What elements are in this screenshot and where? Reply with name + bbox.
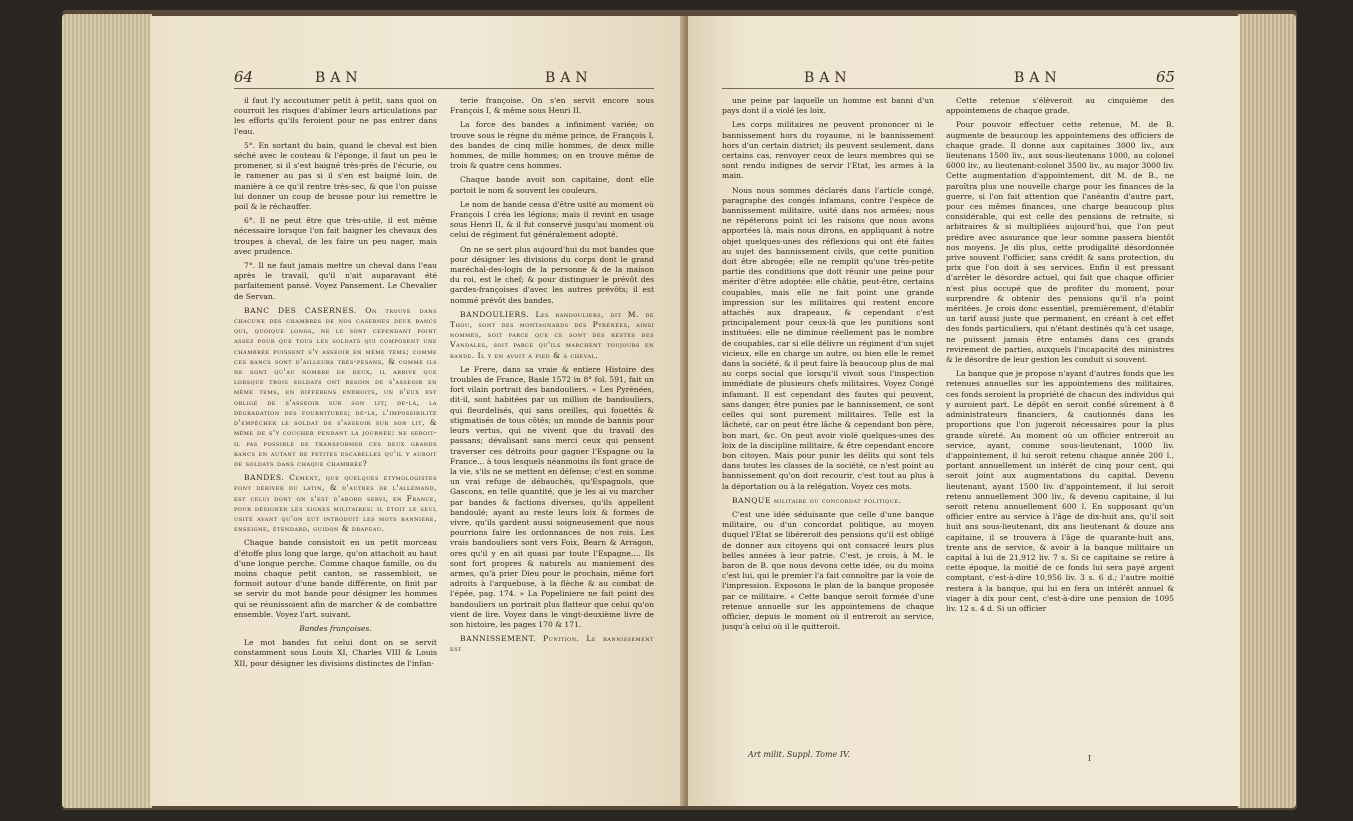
paragraph: Le Frere, dans sa vraie & entiere Histoire des troubles de France, Basle 1572 in 8° fol. 591, fait un fort vilain portrait des bandouliers. « Les Pyrénées, dit-il, sont habitées par un million de bandouliers, qui fleurdelisés, qui sans oreilles, qui fouettés & stigmatisés de tous côtés; un monde de bannis pour leurs vertus, qui ne vivent que du travail des passans; dévalisant sans merci ceux qui pensent traverser ces détroits pour gagner l'Espagne ou la France... à tous lesquels néanmoins ils font grace de la vie, s'ils ne se mettent en défense; c'est en somme un vrai refuge de débauchés, qu'Espagnols, que Gascons, en telle quantité, que je les ai vu marcher par bandes & factions diverses, qu'ils appellent bandoulé; ayant au reste leurs loix & formes de vivre, qu'ils gardent aussi soigneusement que nous pourrions faire les ordonnances de nos rois. Les vrais bandouliers sont vers Foix, Bearn & Arragon, ores qu'il y en ait quasi par toute l'Espagne.... Ils sont fort propres & naturels au maniement des armes, qu'à prier Dieu pour le prochain, même fort adroits à l'arquebuse, à la flèche & au combat de l'épée, pag. 174. » La Popeliniere ne fait point des bandouliers un portrait plus flatteur que celui qu'on vient de lire. Voyez dans le vingt-deuxième livre de son histoire, les pages 170 & 171. <box>450 364 654 629</box>
paragraph: Les corps militaires ne peuvent prononcer ni le bannissement hors du royaume, ni le bannissement hors d'un certain district; ils peuvent seulement, dans certains cas, renvoyer ceux de leurs membres qui se sont rendu indignes de servir l'Etat, les armes à la main. <box>722 120 934 181</box>
paragraph: Chaque bande avoit son capitaine, dont elle portoit le nom & souvent les couleurs. <box>450 175 654 195</box>
paragraph: On ne se sert plus aujourd'hui du mot bandes que pour désigner les divisions du corps dont le grand maréchal-des-logis de la personne & de la maison du roi, est le chef; & pour distinguer le prévôt des gardes-françoises d'avec les autres prévôts; il est nommé prévôt des bandes. <box>450 244 654 305</box>
paragraph: Cette retenue s'élèveroit au cinquième des appointemens de chaque grade. <box>946 96 1174 116</box>
left-page-edges <box>62 14 152 808</box>
paragraph: Le mot bandes fut celui dont on se servit constamment sous Louis XI, Charles VIII & Louis XII, pour désigner les divisions distinctes de l'infan- <box>234 638 437 668</box>
paragraph: BANDOULIERS. Les bandouliers, dit M. de Thou, sont des montagnards des Pyrénées, ainsi nommés, soit parce que ce sont des restes des Vandales, soit parce qu'ils marchent toujours en bande. Il y en avoit à pied & à cheval. <box>450 309 654 360</box>
right-column-2 <box>946 96 1174 756</box>
paragraph: La banque que je propose n'ayant d'autres fonds que les retenues annuelles sur les appointemens des militaires, ces fonds seroient la propriété de chacun des individus qui y auroient part. Le dépôt en seroit confié sûrement à 8 administrateurs financiers, & cautionnés dans les proportions que l'on jugeroit nécessaires pour la plus grande sûreté. Au moment où un officier entreroit au service, ayant, comme sous-lieutenant, 1000 liv. d'appointement, il lui seroit retenu chaque année 200 l., portant annuellement un intérêt de cinq pour cent, qui seroit joint aux augmentations du capital. Devenu lieutenant, ayant 1500 liv. d'appointement, il lui seroit retenu annuellement 300 liv., & devenu capitaine, il lui seroit retenu annuellement 600 l. En supposant qu'un officier entre au service à l'âge de dix-huit ans, qu'il soit huit ans sous-lieutenant, dix ans lieutenant & douze ans capitaine, il se trouvera à l'âge de quarante-huit ans, trente ans de service, & avoir à la banque militaire un capital à lui de 21,912 liv. 7 s. Si ce capitaine se retire à cette époque, la moitié de ce fonds lui sera payé argent comptant, c'est-à-dire 10,956 liv. 3 s. 6 d.; l'autre moitié restera à la banque, qui lui en fera un intérêt annuel & viager à dix pour cent, c'est-à-dire une pension de 1095 liv. 12 s. 4 d. Si un officier <box>946 369 1174 613</box>
running-head-right-2: BAN <box>1014 70 1062 86</box>
paragraph: 6°. Il ne peut être que très-utile, il est même nécessaire lorsque l'on fait baigner les chevaux des troupes à cheval, de les faire un peu nager, mais avec prudence. <box>234 216 437 256</box>
right-page <box>688 16 1240 806</box>
paragraph: Bandes françoises. <box>299 623 372 633</box>
running-head-left-1: BAN <box>315 70 363 86</box>
paragraph: BANQUE militaire ou concordat politique. <box>732 495 902 505</box>
paragraph: 5°. En sortant du bain, quand le cheval est bien séché avec le couteau & l'éponge, il faut un peu le promener, si il s'est baigné très-près de l'écurie, ou le ramener au pas si il s'en est baigné loin, de manière à ce qu'il rentre très-sec, & que l'on puisse lui donner un coup de brosse pour lui remettre le poil & le réchauffer. <box>234 140 437 212</box>
paragraph: il faut l'y accoutumer petit à petit, sans quoi on courroit les risques d'abîmer leurs articulations par les efforts qu'ils feroient pour ne pas entrer dans l'eau. <box>234 96 437 136</box>
left-column-1 <box>234 96 437 756</box>
paragraph: Chaque bande consistoit en un petit morceau d'étoffe plus long que large, qu'on attachoit au haut d'une longue perche. Comme chaque famille, ou du moins chaque petit canton, se rassembloit, se formoit autour d'une bande différente, on finit par se servir du mot bande pour désigner les hommes qui se réunissoient afin de marcher & de combattre ensemble. Voyez l'art. suivant. <box>234 538 437 619</box>
left-column-2 <box>450 96 654 756</box>
signature-footer: Art milit. Suppl. Tome IV. <box>748 750 850 759</box>
paragraph: une peine par laquelle un homme est banni d'un pays dont il a violé les loix. <box>722 96 934 116</box>
page-number-right: 65 <box>1156 68 1176 86</box>
header-rule-left <box>234 88 654 89</box>
right-column-1 <box>722 96 934 746</box>
page-number-left: 64 <box>234 68 254 86</box>
right-page-edges <box>1238 14 1296 808</box>
paragraph: BANDES. Cement, que quelques étymologistes font dériver du latin, & d'autres de l'allemand, est celui dont on s'est d'abord servi, en France, pour désigner les signes militaires: il étoit le seul usité avant qu'on eut introduit les mots bannière, enseigne, étendard, guidon & drapeau. <box>234 473 437 534</box>
paragraph: Le nom de bande cessa d'être usité au moment où François I créa les légions; mais il revint en usage sous Henri II, & il fut conservé jusqu'au moment où celui de régiment fut généralement adopté. <box>450 199 654 240</box>
paragraph: La force des bandes a infiniment variée; on trouve sous le règne du même prince, de François I, des bandes de cinq mille hommes, de deux mille hommes, de mille hommes; on en trouve même de trois & quatre cens hommes. <box>450 120 654 171</box>
paragraph: BANNISSEMENT. Punition. Le bannissement est <box>450 634 654 654</box>
running-head-left-2: BAN <box>545 70 593 86</box>
header-rule-right <box>722 88 1174 89</box>
running-head-right-1: BAN <box>804 70 852 86</box>
paragraph: 7°. Il ne faut jamais mettre un cheval dans l'eau après le travail, qu'il n'ait auparavant été parfaitement pansé. Voyez Pansement. Le Chevalier de Servan. <box>234 261 437 301</box>
paragraph: terie françoise. On s'en servit encore sous François I, & même sous Henri II. <box>450 96 654 116</box>
paragraph: Pour pouvoir effectuer cette retenue, M. de B. augmente de beaucoup les appointemens des officiers de chaque grade. Il donne aux capitaines 3000 liv., aux lieutenans 1500 liv., aux sous-lieutenans 1000, au colonel 6000 liv., au lieutenant-colonel 3500 liv., au major 3000 liv. Cette augmentation d'appointement, dit M. de B., ne paroîtra plus une nouvelle charge pour les finances de la guerre, si l'on fait attention que l'anéantis d'autre part, pour ces mêmes finances, une charge beaucoup plus considérable, qui est celle des pensions de retraite, si arbitraires & si multipliées aujourd'hui, que l'on peut prédire avec assurance que leur somme passera bientôt nos moyens. Je dis plus, cette prodigalité désordonnée prive souvent l'officier, sans crédit & sans protection, du prix que l'on doit à ses services. Enfin il est pressant d'arrêter le désordre actuel, qui fait que chaque officier n'est plus occupé que de profiter du moment, pour surprendre & obtenir des pensions qu'il n'a point méritées. Je crois donc essentiel, premièrement, d'établir un tarif aussi juste que permanent, en créant à cet effet des fonds particuliers, qui n'étant destinés qu'à cet usage, ne puissent jamais être entamés dans ces grands revirement de parties, auxquels l'incapacité des ministres & le désordre de leur gestion les conduit si souvent. <box>946 120 1174 365</box>
paragraph: BANC DES CASERNES. On trouve dans chacune des chambres de nos casernes deux bancs qui, quoique longs, ne le sont cependant point assez pour que tous les soldats qui composent une chambrée puissent s'y asseoir en même tems; comme ces bancs sont d'ailleurs très-pesans, & comme ils ne sont qu'au nombre de deux, il arrive que lorsque trois soldats ont besoin de s'asseoir en même tems, en différens endroits, un d'eux est obligé de s'asseoir sur son lit; de-là, la dégradation des fournitures; de-là, l'impossibilité d'empêcher le soldat de s'asseoir sur son lit, & même de s'y coucher pendant la journée: ne seroit-il pas possible de transformer ces deux grands bancs en autant de petites escabelles qu'il y auroit de soldats dans chaque chambrée? <box>234 305 437 468</box>
left-page <box>150 16 685 806</box>
paragraph: C'est une idée séduisante que celle d'une banque militaire, ou d'un concordat politique, au moyen duquel l'Etat se libéreroit des pensions qu'il est obligé de donner aux citoyens qui ont consacré leurs plus belles années à leur patrie. C'est, je crois, à M. le baron de B. que nous devons cette idée, ou du moins c'est lui, qui le premier l'a fait connoître par la voie de l'impression. Exposons le plan de la banque proposée par ce militaire. « Cette banque seroit formée d'une retenue annuelle sur les appointemens de chaque officier, depuis le moment où il entreroit au service, jusqu'à celui où il le quitteroit. <box>722 509 934 632</box>
paragraph: Nous nous sommes déclarés dans l'article congé, paragraphe des congés infamans, contre l'espèce de bannissement militaire, usité dans nos armées; nous ne répéterons point ici les raisons que nous avons apportées là, mais nous dirons, en appliquant à notre objet quelques-unes des réflexions qui ont été faites au sujet des bannissement civils, que cette punition doit être abrogée; elle ne remplit qu'une très-petite partie des conditions que doit réunir une peine pour mériter d'être adoptée: elle châtie, peut-être, certains coupables, mais elle ne fait point une grande impression sur les militaires qui restent encore attachés aux drapeaux, & cependant c'est principalement pour ceux-là que les punitions sont instituées: elle ne diminue réellement pas le nombre de coupables, car si elle délivre un régiment d'un sujet vicieux, elle en charge un autre, ou bien elle le remet dans la société, & il peut faire là beaucoup plus de mal au corps social que lorsqu'il vivoit sous l'inspection immédiate de plusieurs chefs militaires. Voyez Congé infamant. Il est cependant des fautes qui peuvent, sans danger, être punies par le bannissement, ce sont celles qui sont purement militaires. Telle est la lâcheté, car on peut être lâche & cependant bon père, bon mari, &c. On peut avoir violé quelques-unes des loix de la discipline militaire, & être cependant encore bon citoyen. Mais pour punir les délits qui sont tels dans toutes les classes de la société, ce n'est point au bannissement qu'on doit recourir, c'est tout au plus à la déportation ou à la relégation. Voyez ces mots. <box>722 185 934 491</box>
gathering-signature: I <box>1088 754 1092 763</box>
